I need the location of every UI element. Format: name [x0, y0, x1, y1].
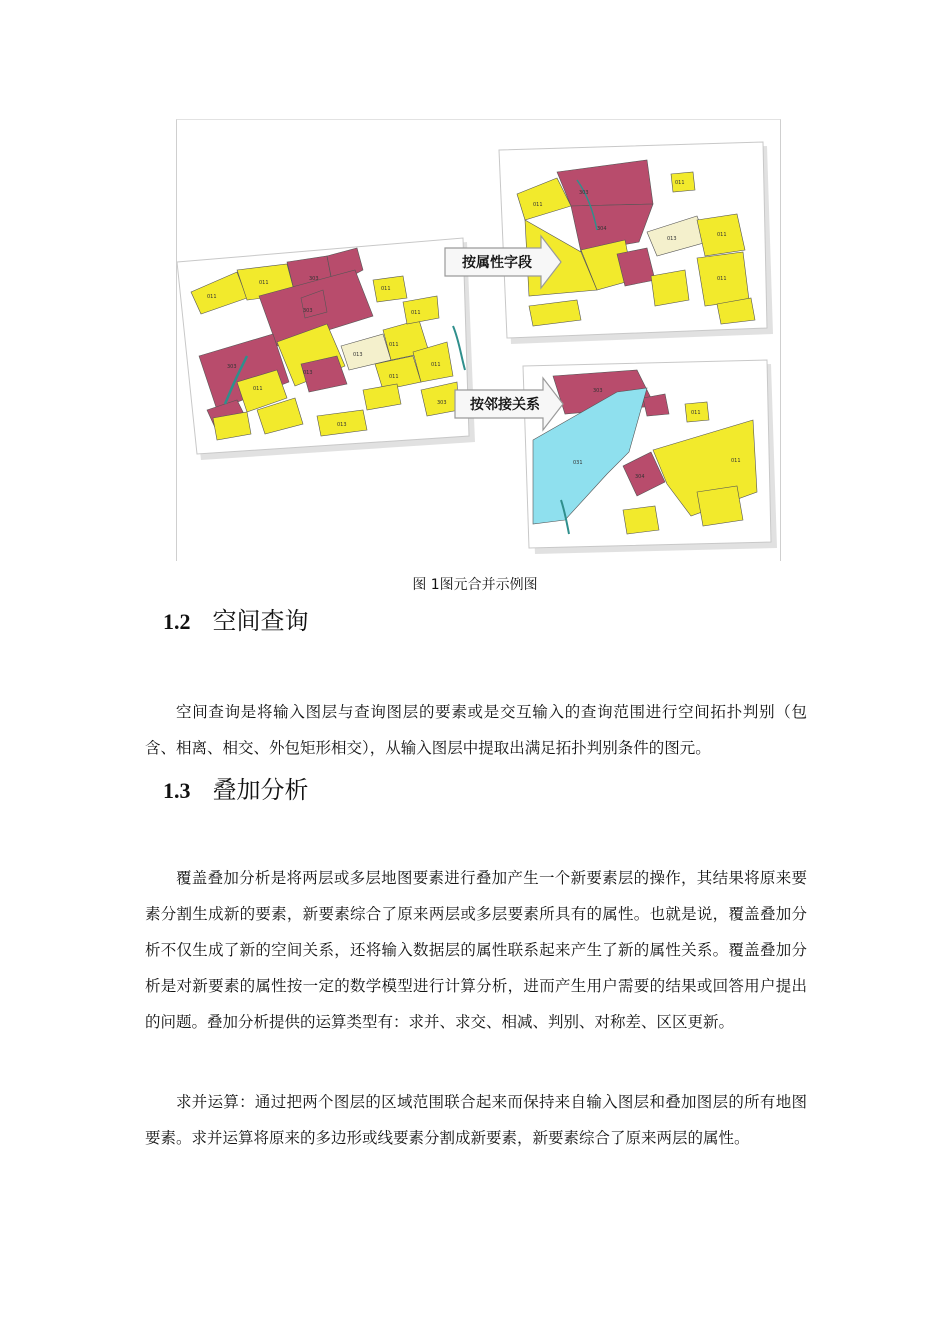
svg-text:303: 303: [579, 190, 589, 196]
result-map-adjacency: [523, 360, 777, 554]
svg-text:031: 031: [573, 460, 583, 466]
map-illustration: [177, 120, 780, 561]
source-map: [177, 238, 475, 460]
merge-example-figure: [176, 119, 781, 561]
svg-text:303: 303: [309, 276, 319, 282]
paragraph-overlay-analysis: 覆盖叠加分析是将两层或多层地图要素进行叠加产生一个新要素层的操作，其结果将原来要素分割生成新的要素，新要素综合了原来两层或多层要素所具有的属性。也就是说，覆盖叠加分析不仅生成了新的空间关系，还将输入数据层的属性联系起来产生了新的属性关系。覆盖叠加分析是对新要素的属性按一定的数学模型进行计算分析，进而产生用户需要的结果或回答用户提出的问题。叠加分析提供的运算类型有：求并、求交、相减、判别、对称差、区区更新。: [145, 869, 807, 1031]
section-number: 1.2: [163, 609, 191, 634]
svg-text:011: 011: [381, 286, 391, 292]
svg-text:013: 013: [667, 236, 677, 242]
svg-text:011: 011: [389, 374, 399, 380]
figure-caption: 图 1图元合并示例图: [412, 577, 538, 593]
svg-text:011: 011: [431, 362, 441, 368]
svg-text:011: 011: [207, 294, 217, 300]
section-heading-overlay-analysis: [163, 770, 309, 805]
section-heading-spatial-query: [163, 601, 309, 636]
svg-text:011: 011: [717, 276, 727, 282]
paragraph-union-operation: 求并运算：通过把两个图层的区域范围联合起来而保持来自输入图层和叠加图层的所有地图要素。求并运算将原来的多边形或线要素分割成新要素，新要素综合了原来两层的属性。: [145, 1093, 807, 1147]
section-title: 空间查询: [212, 607, 309, 635]
svg-text:011: 011: [675, 180, 685, 186]
arrow-label-adjacency: 按邻接关系: [470, 397, 540, 413]
svg-text:303: 303: [227, 364, 237, 370]
paragraph-spatial-query: 空间查询是将输入图层与查询图层的要素或是交互输入的查询范围进行空间拓扑判别（包含、相离、相交、外包矩形相交），从输入图层中提取出满足拓扑判别条件的图元。: [145, 703, 807, 757]
arrow-label-attribute: 按属性字段: [462, 255, 532, 271]
section-number: 1.3: [163, 778, 191, 803]
svg-text:011: 011: [411, 310, 421, 316]
svg-text:011: 011: [259, 280, 269, 286]
svg-text:013: 013: [303, 370, 313, 376]
section-title: 叠加分析: [212, 776, 309, 804]
svg-text:011: 011: [533, 202, 543, 208]
svg-text:303: 303: [593, 388, 603, 394]
svg-text:011: 011: [253, 386, 263, 392]
svg-text:011: 011: [717, 232, 727, 238]
svg-text:013: 013: [337, 422, 347, 428]
svg-text:011: 011: [691, 410, 701, 416]
svg-text:011: 011: [731, 458, 741, 464]
svg-text:303: 303: [437, 400, 447, 406]
svg-text:011: 011: [389, 342, 399, 348]
result-map-attribute: [499, 142, 773, 344]
svg-text:304: 304: [635, 474, 645, 480]
svg-text:013: 013: [353, 352, 363, 358]
svg-text:304: 304: [597, 226, 607, 232]
svg-text:303: 303: [303, 308, 313, 314]
